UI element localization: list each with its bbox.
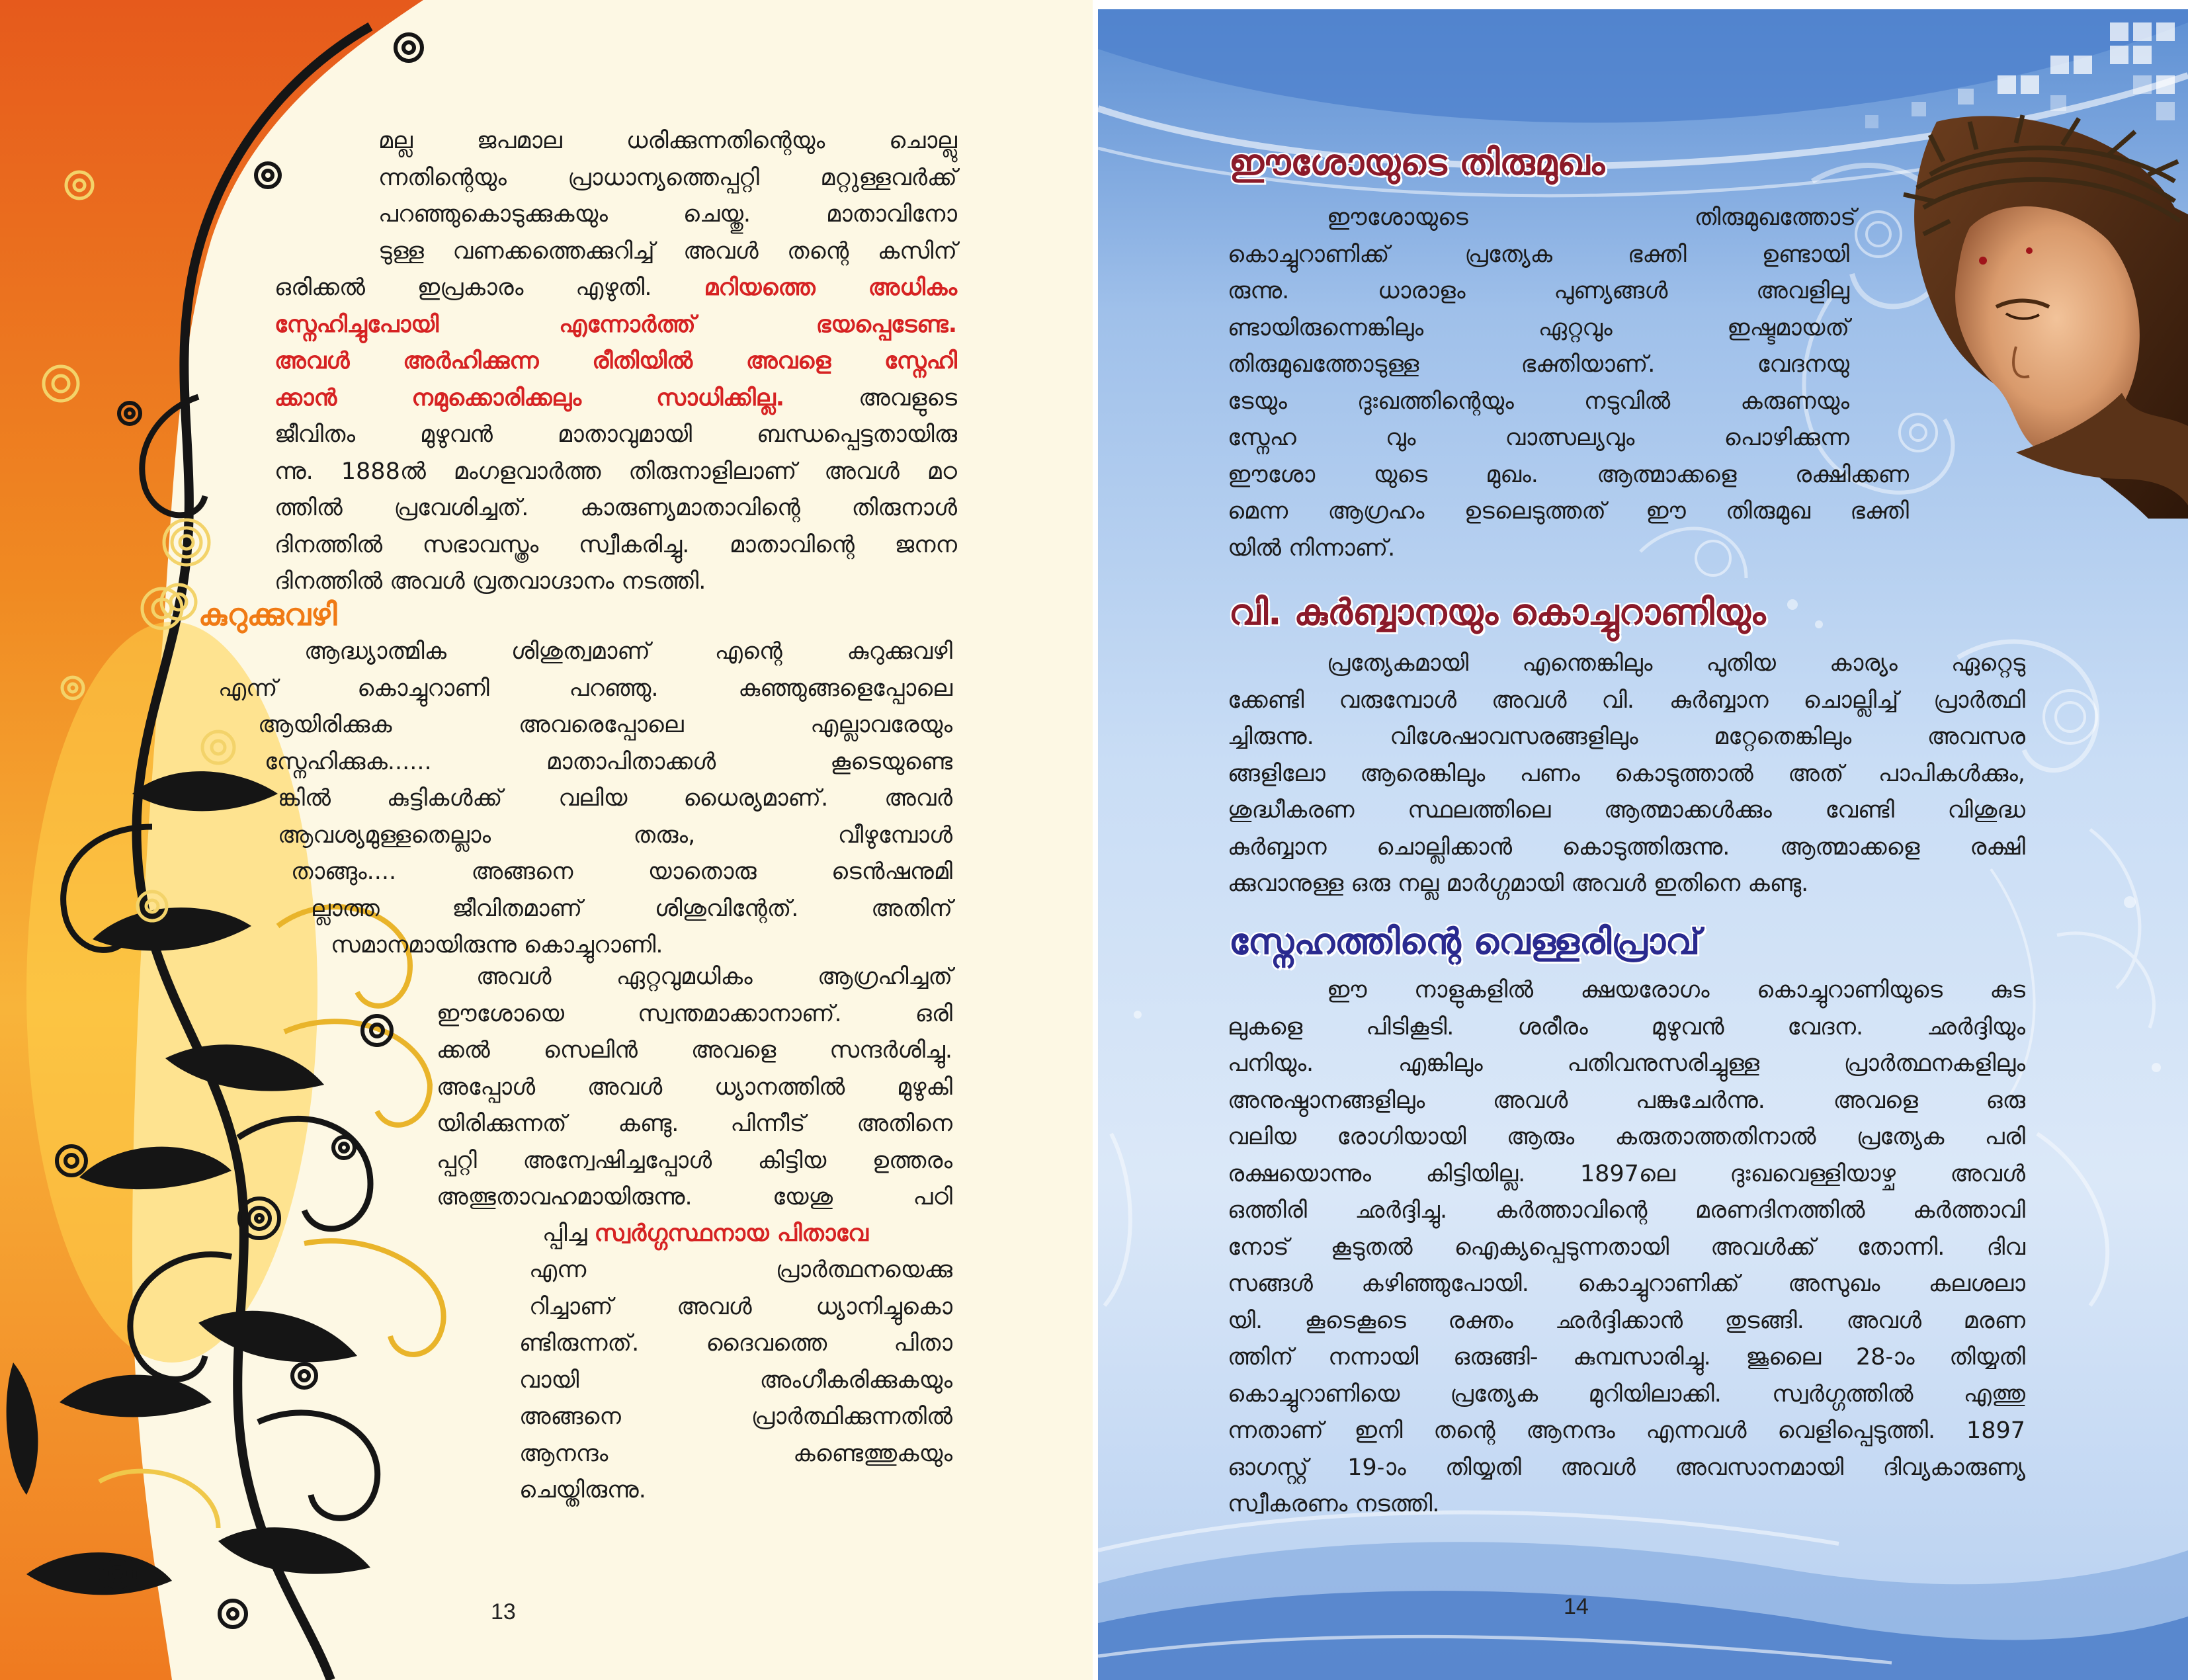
text-line: ണ്ടായിരുന്നെങ്കിലും ഏറ്റവും ഇഷ്ടമായത് — [1228, 314, 1849, 341]
highlighted-quote: ക്കാൻ നമുക്കൊരിക്കലും സാധിക്കില്ല. — [274, 384, 784, 411]
text-line: ഈശോയെ സ്വന്തമാക്കാനാണ്. ഒരി — [437, 1000, 952, 1027]
text-line: വായി അംഗീകരിക്കുകയും — [519, 1366, 952, 1394]
right-text-block-3 — [1228, 972, 2025, 1523]
text-line: ണ്ടിരുന്നത്. ദൈവത്തെ പിതാ — [519, 1330, 952, 1357]
text-line: വലിയ രോഗിയായി ആരും കരുതാത്തതിനാൽ പ്രത്യേക പരി — [1228, 1124, 2025, 1150]
text-line: ഈശോയുടെ തിരുമുഖത്തോട് — [1327, 204, 1856, 231]
text-line: ത്തിന് നന്നായി ഒരുങ്ങി- കുമ്പസാരിച്ചു. ജൂലൈ 28-ാം തിയ്യതി — [1228, 1344, 2025, 1370]
text-line: ആനന്ദം കണ്ടെത്തുകയും — [519, 1440, 952, 1467]
text-line: ആദ്ധ്യാത്മിക ശിശുത്വമാണ് എന്റെ കുറുക്കുവഴി — [304, 638, 952, 665]
text-line — [274, 270, 957, 307]
text-line: ഓഗസ്റ്റ് 19-ാം തിയ്യതി അവൾ അവസാനമായി ദിവ്യകാരുണ്യ — [1228, 1454, 2025, 1481]
left-text-block-5 — [542, 1216, 868, 1253]
text-line: കുർബ്ബാന ചൊല്ലിക്കാൻ കൊടുത്തിരുന്നു. ആത്മാക്കളെ രക്ഷി — [1228, 833, 2025, 861]
text-line: അങ്ങനെ പ്രാർത്ഥിക്കുന്നതിൽ — [519, 1404, 952, 1430]
text-line: ദിനത്തിൽ അവൾ വ്രതവാഗ്ദാനം നടത്തി. — [274, 568, 706, 595]
text-line: കൊച്ചുറാണിക്ക് പ്രത്യേക ഭക്തി ഉണ്ടായി — [1228, 241, 1849, 268]
text-line: കൊച്ചുറാണിയെ പ്രത്യേക മുറിയിലാക്കി. സ്വർഗ്ഗത്തിൽ എത്തു — [1228, 1380, 2025, 1407]
text-line: റിച്ചാണ് അവൾ ധ്യാനിച്ചുകൊ — [529, 1293, 952, 1320]
left-text-block-4 — [437, 959, 952, 1216]
highlighted-prayer: സ്വർഗ്ഗസ്ഥനായ പിതാവേ — [594, 1220, 868, 1247]
text-line: എന്ന പ്രാർത്ഥനയെക്കു — [529, 1257, 952, 1283]
text-line — [274, 380, 957, 417]
text-line: ലുകളെ പിടികൂടി. ശരീരം മുഴുവൻ വേദന. ഛർദ്ദിയും — [1228, 1013, 2025, 1040]
text-line: പ്പറ്റി അന്വേഷിച്ചപ്പോൾ കിട്ടിയ ഉത്തരം — [437, 1147, 952, 1174]
text-line: ദിനത്തിൽ സഭാവസ്ത്രം സ്വീകരിച്ചു. മാതാവിന്റെ ജനന — [274, 531, 957, 558]
left-text-block-3 — [218, 634, 952, 964]
text-line: ശുദ്ധീകരണ സ്ഥലത്തിലെ ആത്മാക്കൾക്കും വേണ്ടി വിശുദ്ധ — [1228, 797, 2025, 823]
text-line: സ്നേഹ വും വാത്സല്യവും പൊഴിക്കുന്ന — [1228, 425, 1849, 451]
text-line: സമാനമായിരുന്നു കൊച്ചുറാണി. — [331, 932, 663, 958]
text-line: പറഞ്ഞുകൊടുക്കുകയും ചെയ്തു. മാതാവിനോ — [378, 201, 957, 228]
text-line: അവൾ ഏറ്റവുമധികം ആഗ്രഹിച്ചത് — [476, 964, 952, 990]
text-line: ങ്കിൽ കുട്ടികൾക്ക് വലിയ ധൈര്യമാണ്. അവർ — [278, 785, 952, 812]
text-line: ആവശ്യമുള്ളതെല്ലാം തരും, വീഴുമ്പോൾ — [278, 821, 952, 849]
text-line: ക്കേണ്ടി വരുമ്പോൾ അവൾ വി. കുർബ്ബാന ചൊല്ലിച്ച് പ്രാർത്ഥി — [1228, 687, 2025, 714]
right-text-block-2 — [1228, 646, 2025, 903]
page-14 — [1098, 9, 2188, 1680]
text-line: തിരുമുഖത്തോടുള്ള ഭക്തിയാണ്. വേദനയു — [1228, 351, 1849, 378]
text-plain: അവളുടെ — [784, 384, 957, 411]
text-line: പനിയും. എങ്കിലും പതിവനുസരിച്ചുള്ള പ്രാർത്ഥനകളിലും — [1228, 1050, 2025, 1077]
left-text-block — [378, 123, 957, 270]
text-line: രുന്നു. ധാരാളം പുണ്യങ്ങൾ അവളിലു — [1228, 278, 1849, 304]
section-heading: സ്നേഹത്തിന്റെ വെള്ളരിപ്രാവ് — [1229, 921, 1701, 962]
text-line: ഈശോ യുടെ മുഖം. ആത്മാക്കളെ രക്ഷിക്കണ — [1228, 461, 1909, 488]
text-line: അത്ഭുതാവഹമായിരുന്നു. യേശു പഠി — [437, 1184, 952, 1210]
text-line — [542, 1216, 868, 1253]
text-line: എന്ന് കൊച്ചുറാണി പറഞ്ഞു. കുഞ്ഞുങ്ങളെപ്പോലെ — [218, 675, 952, 702]
left-text-block-2 — [274, 270, 957, 601]
section-heading: കുറുക്കുവഴി — [198, 597, 337, 632]
left-text-block-6 — [519, 1252, 952, 1509]
section-heading: വി. കുർബ്ബാനയും കൊച്ചുറാണിയും — [1229, 591, 1766, 633]
text-line: ന്നതാണ് ഇനി തന്റെ ആനന്ദം എന്നവൾ വെളിപ്പെടുത്തി. 1897 — [1228, 1417, 2025, 1444]
text-line: ന്നതിന്റെയും പ്രാധാന്യത്തെപ്പറ്റി മറ്റുള്ളവർക്ക് — [378, 164, 957, 191]
highlighted-quote: മറിയത്തെ അധികം — [704, 274, 958, 301]
text-line: സ്നേഹിക്കുക...... മാതാപിതാക്കൾ കൂടെയുണ്ടെ — [265, 748, 952, 775]
highlighted-quote: സ്നേഹിച്ചുപോയി എന്നോർത്ത് ഭയപ്പെടേണ്ട. — [274, 311, 957, 338]
text-line: ച്ചിരുന്നു. വിശേഷാവസരങ്ങളിലും മറ്റേതെങ്കിലും അവസര — [1228, 724, 2025, 750]
text-line: മെന്ന ആഗ്രഹം ഉടലെടുത്തത് ഈ തിരുമുഖ ഭക്തി — [1228, 498, 1909, 525]
text-line: നോട് കൂടുതൽ ഐക്യപ്പെടുന്നതായി അവൾക്ക് തോന്നി. ദിവ — [1228, 1234, 2025, 1261]
text-line: ത്തിൽ പ്രവേശിച്ചത്. കാരുണ്യമാതാവിന്റെ തിരുനാൾ — [274, 495, 957, 521]
gutter — [1093, 0, 1098, 1680]
page-number: 14 — [1564, 1594, 1589, 1619]
text-line: ടുള്ള വണക്കത്തെക്കുറിച്ച് അവൾ തന്റെ കസിന് — [378, 237, 957, 265]
text-line: ന്നു. 1888ൽ മംഗളവാർത്ത തിരുനാളിലാണ് അവൾ മഠ — [274, 458, 957, 485]
text-line: ല്ലാത്ത ജീവിതമാണ് ശിശുവിന്റേത്. അതിന് — [311, 895, 952, 922]
text-line: ആയിരിക്കുക അവരെപ്പോലെ എല്ലാവരേയും — [258, 712, 952, 738]
text-line: രക്ഷയൊന്നും കിട്ടിയില്ല. 1897ലെ ദുഃഖവെള്ളിയാഴ്ച അവൾ — [1228, 1160, 2025, 1187]
text-line: മല്ല ജപമാല ധരിക്കുന്നതിന്റെയും ചൊല്ലു — [378, 128, 957, 154]
text-line: അനുഷ്ഠാനങ്ങളിലും അവൾ പങ്കുചേർന്നു. അവളെ ഒരു — [1228, 1087, 2025, 1114]
text-line: ടേയും ദുഃഖത്തിന്റെയും നടുവിൽ കരുണയും — [1228, 388, 1849, 415]
text-line: ഈ നാളുകളിൽ ക്ഷയരോഗം കൊച്ചുറാണിയുടെ കുട — [1327, 977, 2025, 1003]
page-13 — [0, 0, 1093, 1680]
text-plain: ഒരിക്കൽ ഇപ്രകാരം എഴുതി. — [274, 274, 704, 301]
highlighted-quote: അവൾ അർഹിക്കുന്ന രീതിയിൽ അവളെ സ്നേഹി — [274, 348, 957, 374]
text-line: ക്കുവാനുള്ള ഒരു നല്ല മാർഗ്ഗമായി അവൾ ഇതിനെ കണ്ടു. — [1228, 870, 1809, 897]
page-number: 13 — [491, 1599, 516, 1624]
text-plain: പ്പിച്ച — [542, 1220, 595, 1247]
text-line: പ്രത്യേകമായി എന്തെങ്കിലും പുതിയ കാര്യം ഏറ്റെടു — [1327, 650, 2025, 677]
text-line: യിൽ നിന്നാണ്. — [1228, 534, 1396, 562]
section-heading: ഈശോയുടെ തിരുമുഖം — [1229, 142, 1605, 183]
text-line: ജീവിതം മുഴുവൻ മാതാവുമായി ബന്ധപ്പെട്ടതായിരു — [274, 421, 957, 448]
text-line: അപ്പോൾ അവൾ ധ്യാനത്തിൽ മുഴുകി — [437, 1073, 952, 1101]
text-line: യി. കൂടെകൂടെ രക്തം ഛർദ്ദിക്കാൻ തുടങ്ങി. അവൾ മരണ — [1228, 1307, 2025, 1334]
text-line: ഒത്തിരി ഛർദ്ദിച്ചു. കർത്താവിന്റെ മരണദിനത്തിൽ കർത്താവി — [1228, 1197, 2025, 1224]
text-line: യിരിക്കുന്നത് കണ്ടു. പിന്നീട് അതിനെ — [437, 1111, 952, 1137]
text-line: സ്വീകരണം നടത്തി. — [1228, 1491, 1440, 1517]
text-line: താങ്ങും.... അങ്ങനെ യാതൊരു ടെൻഷനുമി — [291, 859, 952, 885]
text-line: സങ്ങൾ കഴിഞ്ഞുപോയി. കൊച്ചുറാണിക്ക് അസുഖം കലശലാ — [1228, 1271, 2025, 1297]
right-text-block-1 — [1228, 200, 1982, 567]
text-line: ങ്ങളിലോ ആരെങ്കിലും പണം കൊടുത്താൽ അത് പാപികൾക്കും, — [1228, 760, 2025, 787]
text-line: ചെയ്തിരുന്നു. — [519, 1477, 646, 1503]
text-line: ക്കൽ സെലിൻ അവളെ സന്ദർശിച്ചു. — [437, 1037, 952, 1064]
